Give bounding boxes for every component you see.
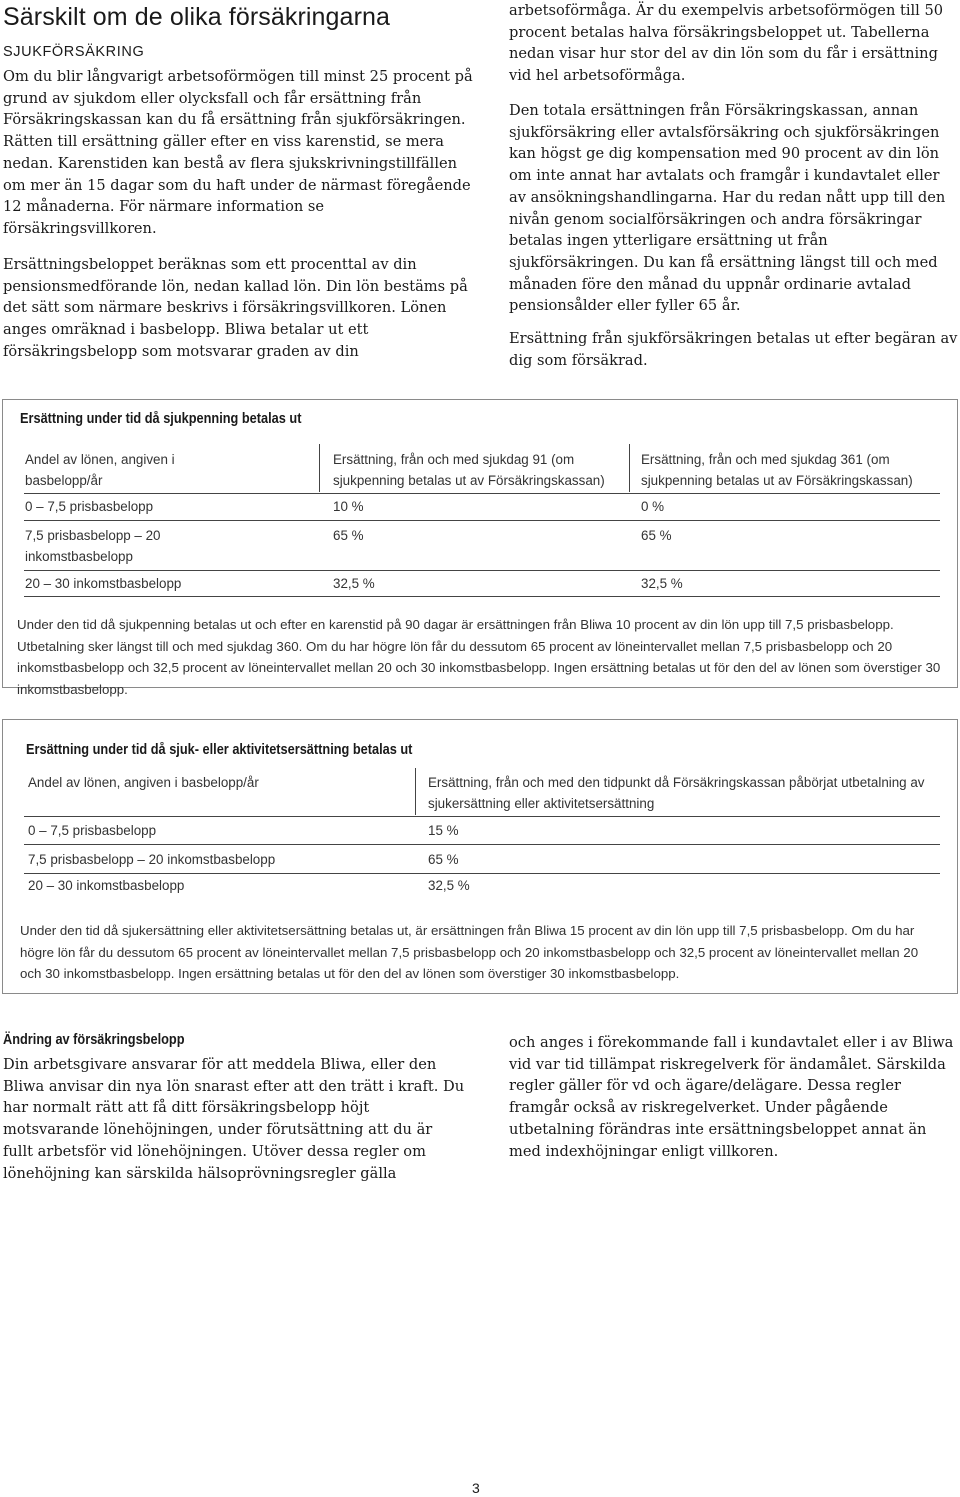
andring-paragraph-right: och anges i förekommande fall i kundavtalet eller i av Bliwa vid var tid tillämpat riskregelverk för ändamålet. Särskilda regler gäller för vd och ägare/delägare. Dessa regler framgår också av riskregelverket. Under pågående utbetalning förändras inte ersättningsbeloppet annat än med indexhöjningar enligt villkoren.: [509, 1034, 954, 1160]
sickness-compensation-table-box: [2, 719, 958, 994]
table1-bottom-rule: [24, 596, 940, 597]
table2-row1-range: 0 – 7,5 prisbasbelopp: [28, 823, 157, 838]
table1-header-rule: [24, 493, 940, 494]
table2-row1-value: 15 %: [428, 823, 459, 838]
table2-row3-range: 20 – 30 inkomstbasbelopp: [28, 878, 185, 893]
table1-divider: [319, 444, 320, 492]
table1-header-col2: Ersättning, från och med sjukdag 91 (om sjukpenning betalas ut av Försäkringskassan): [333, 452, 605, 488]
intro-paragraph-1: Om du blir långvarigt arbetsoförmögen till minst 25 procent på grund av sjukdom eller olycksfall och får ersättning från Försäkringskassan kan du få ersättning från sjukförsäkringen. Rätten till ersättning gäller efter en viss karenstid, se mera nedan. Karenstiden kan bestå av flera sjukskrivningstillfällen om mer än 15 dagar som du haft under de närmast föregående 12 månaderna. För närmare information se försäkringsvillkoren.: [3, 68, 473, 237]
table1-row3-range: 20 – 30 inkomstbasbelopp: [25, 576, 182, 591]
sickpay-table-title: Ersättning under tid då sjukpenning betalas ut: [20, 411, 302, 427]
table1-row-rule: [24, 520, 940, 521]
page-number: 3: [472, 1480, 480, 1496]
table2-header-rule: [24, 816, 940, 817]
intro-paragraph-2: Ersättningsbeloppet beräknas som ett procenttal av din pensionsmedförande lön, nedan kallad lön. Din lön bestäms på det sätt som närmare beskrivs i försäkringsvillkoren. Lönen anges omräknad i basbelopp. Bliwa betalar ut ett försäkringsbelopp som motsvarar graden av din: [3, 256, 468, 360]
table1-row1-day91: 10 %: [333, 499, 364, 514]
table2-note: Under den tid då sjukersättning eller aktivitetsersättning betalas ut, är ersättningen från Bliwa 15 procent av din lön upp till 7,5 prisbasbelopp. Om du har högre lön får du dessutom 65 procent av löneintervallet mellan 7,5 prisbasbelopp och 20 inkomstbasbelopp och 32,5 procent av löneintervallet mellan 20 och 30 inkomstbasbelopp. Ingen ersättning betalas ut för den del av lönen som överstiger 30 inkomstbasbelopp.: [20, 923, 919, 981]
table2-row3-value: 32,5 %: [428, 878, 470, 893]
page-title: Särskilt om de olika försäkringarna: [3, 3, 390, 31]
table1-header-col3: Ersättning, från och med sjukdag 361 (om sjukpenning betalas ut av Försäkringskassan): [641, 452, 913, 488]
table1-header-col1: Andel av lönen, angiven i basbelopp/år: [25, 452, 175, 488]
table2-row-rule: [24, 844, 940, 845]
table2-header-col2: Ersättning, från och med den tidpunkt då Försäkringskassan påbörjat utbetalning av sjukersättning eller aktivitetsersättning: [428, 775, 925, 811]
table1-row1-range: 0 – 7,5 prisbasbelopp: [25, 499, 154, 514]
andring-paragraph-left: Din arbetsgivare ansvarar för att meddela Bliwa, eller den Bliwa anvisar din nya lön snarast efter att den trätt i kraft. Du har normalt rätt att få ditt försäkringsbelopp höjt motsvarande lönehöjningen, under förutsättning att du är fullt arbetsför vid lönehöjningen. Utöver dessa regler om lönehöjning kan särskilda hälsoprövningsregler gälla: [3, 1056, 465, 1182]
table1-row1-day361: 0 %: [641, 499, 665, 514]
table2-row-rule: [24, 873, 940, 874]
right-paragraph-1: arbetsoförmåga. Är du exempelvis arbetsoförmögen till 50 procent betalas halva försäkringsbeloppet ut. Tabellerna nedan visar hur stor del av din lön som du får i ersättning vid hel arbetsoförmåga.: [509, 2, 944, 85]
table1-row2-day361: 65 %: [641, 528, 672, 543]
table1-row2-range: 7,5 prisbasbelopp – 20 inkomstbasbelopp: [25, 528, 161, 564]
table1-row3-day91: 32,5 %: [333, 576, 375, 591]
right-paragraph-2: Den totala ersättningen från Försäkringskassan, annan sjukförsäkring eller avtalsförsäkring och sjukförsäkringen kan högst ge dig kompensation med 90 procent av din lön om inte annat har avtalats och framgår i kundavtalet eller av ansökningshandlingarna. Har du redan nått upp till den nivån genom socialförsäkringen och andra försäkringar betalas ingen ytterligare ersättning ut från sjukförsäkringen. Du kan få ersättning längst till och med månaden före den månad du uppnår ordinarie avtalad pensionsålder eller fyller 65 år.: [509, 102, 946, 315]
andring-heading: Ändring av försäkringsbelopp: [3, 1032, 185, 1048]
sickness-compensation-table-title: Ersättning under tid då sjuk- eller aktivitetsersättning betalas ut: [26, 742, 413, 758]
table1-row3-day361: 32,5 %: [641, 576, 683, 591]
table1-divider: [629, 444, 630, 492]
section-kicker: SJUKFÖRSÄKRING: [3, 44, 145, 60]
table2-header-col1: Andel av lönen, angiven i basbelopp/år: [28, 775, 259, 790]
sickpay-table-box: [2, 399, 958, 697]
table1-note: Under den tid då sjukpenning betalas ut och efter en karenstid på 90 dagar är ersättningen från Bliwa 10 procent av din lön upp till 7,5 prisbasbelopp. Utbetalning sker längst till och med sjukdag 360. Om du har högre lön får du dessutom 65 procent av löneintervallet mellan 7,5 prisbasbelopp och 20 inkomstbasbelopp och 32,5 procent av löneintervallet mellan 20 och 30 inkomstbasbelopp. Ingen ersättning betalas ut för den del av lönen som överstiger 30 inkomstbasbelopp.: [17, 617, 941, 697]
table1-row2-day91: 65 %: [333, 528, 364, 543]
table1-row-rule: [24, 570, 940, 571]
table2-row2-value: 65 %: [428, 852, 459, 867]
right-paragraph-3: Ersättning från sjukförsäkringen betalas ut efter begäran av dig som försäkrad.: [509, 330, 958, 369]
table2-divider: [415, 768, 416, 815]
table2-row2-range: 7,5 prisbasbelopp – 20 inkomstbasbelopp: [28, 852, 276, 867]
